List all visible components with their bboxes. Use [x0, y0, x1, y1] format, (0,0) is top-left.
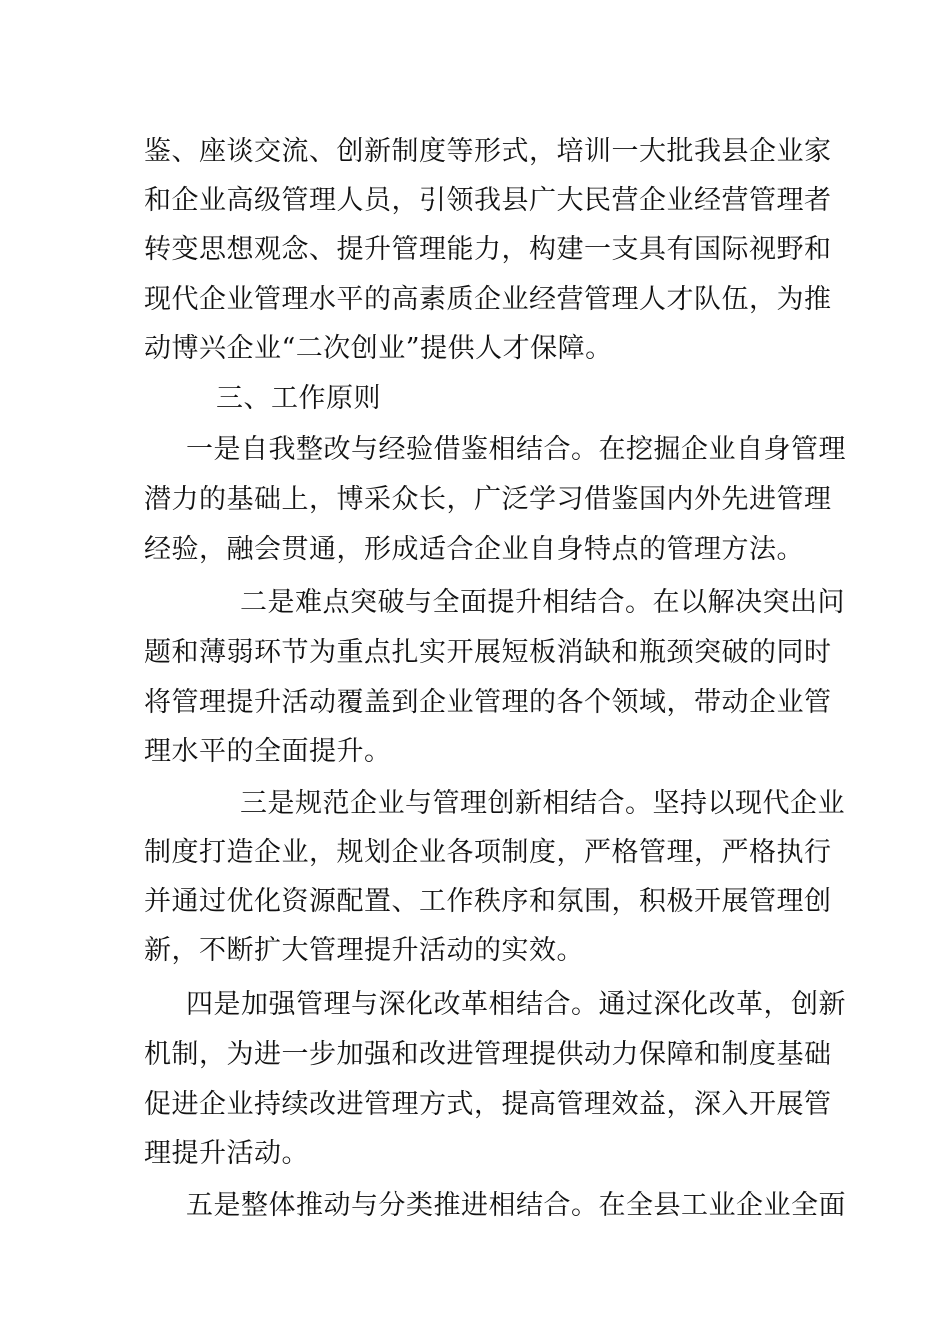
text-line: 潜力的基础上，博采众长，广泛学习借鉴国内外先进管理: [144, 484, 832, 515]
text-line: 并通过优化资源配置、工作秩序和氛围，积极开展管理创: [144, 886, 832, 917]
text-line: 四是加强管理与深化改革相结合。通过深化改革，创新: [186, 989, 846, 1020]
text-line: 理提升活动。: [144, 1138, 309, 1169]
text-line: 制度打造企业，规划企业各项制度，严格管理，严格执行: [144, 837, 832, 868]
text-line: 五是整体推动与分类推进相结合。在全县工业企业全面: [186, 1190, 846, 1221]
text-line: 经验，融会贯通，形成适合企业自身特点的管理方法。: [144, 534, 804, 565]
text-line: 和企业高级管理人员，引领我县广大民营企业经营管理者: [144, 185, 832, 216]
text-line: 促进企业持续改进管理方式，提高管理效益，深入开展管: [144, 1089, 832, 1120]
text-line: 机制，为进一步加强和改进管理提供动力保障和制度基础: [144, 1039, 832, 1070]
section-heading: 三、工作原则: [216, 383, 381, 414]
text-line: 理水平的全面提升。: [144, 736, 392, 767]
text-line: 三是规范企业与管理创新相结合。坚持以现代企业: [240, 788, 845, 819]
text-line: 转变思想观念、提升管理能力，构建一支具有国际视野和: [144, 234, 832, 265]
text-line: 鉴、座谈交流、创新制度等形式，培训一大批我县企业家: [144, 136, 832, 167]
text-line: 一是自我整改与经验借鉴相结合。在挖掘企业自身管理: [186, 434, 846, 465]
text-line: 题和薄弱环节为重点扎实开展短板消缺和瓶颈突破的同时: [144, 637, 832, 668]
text-line: 动博兴企业“二次创业”提供人才保障。: [144, 333, 613, 364]
text-line: 二是难点突破与全面提升相结合。在以解决突出问: [240, 587, 845, 618]
text-line: 将管理提升活动覆盖到企业管理的各个领域，带动企业管: [144, 687, 832, 718]
text-line: 现代企业管理水平的高素质企业经营管理人才队伍，为推: [144, 284, 832, 315]
text-line: 新，不断扩大管理提升活动的实效。: [144, 935, 584, 966]
